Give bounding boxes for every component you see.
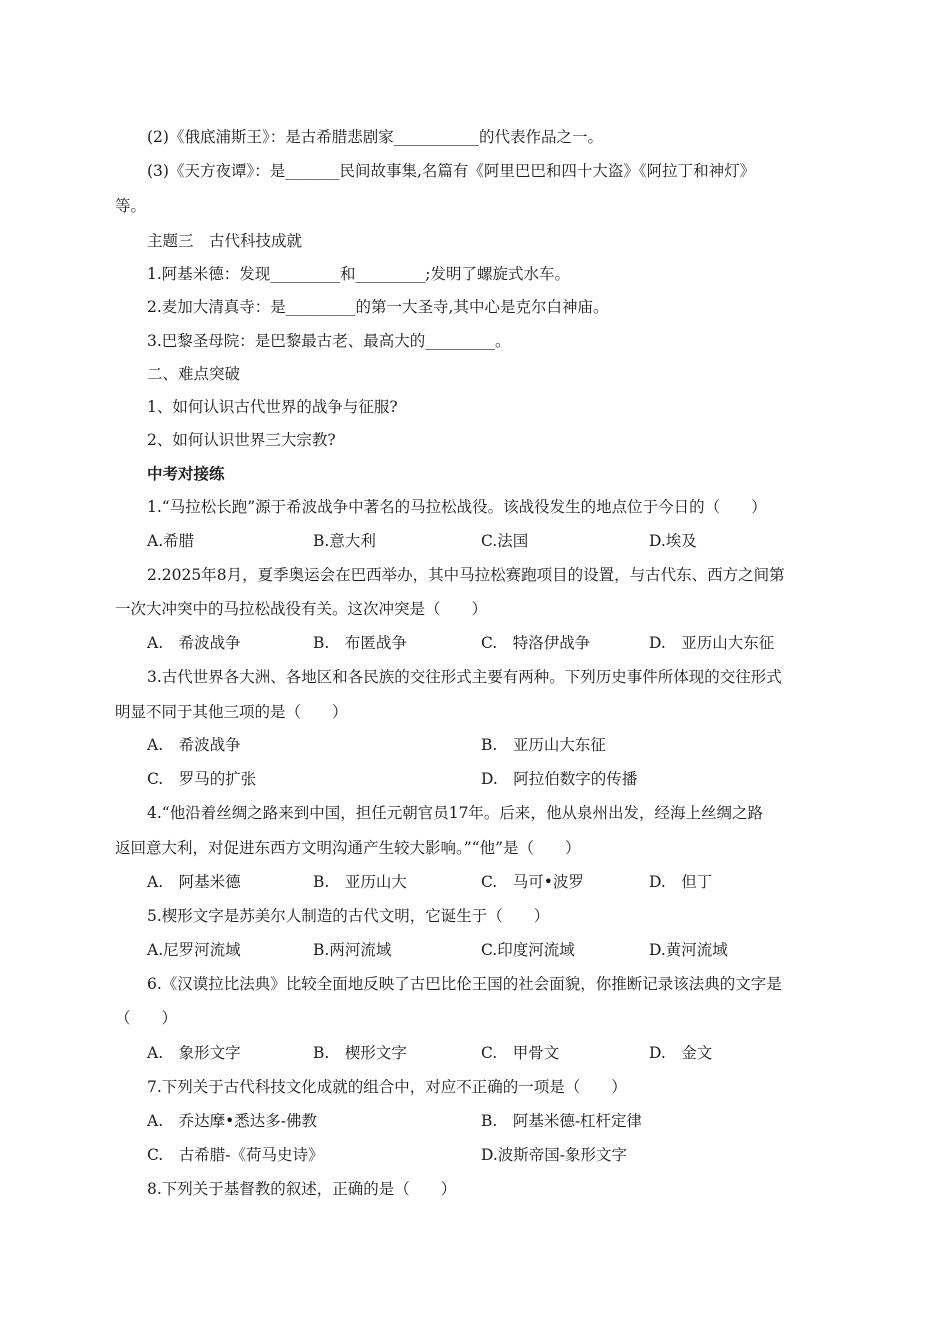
question-stem: 2.2025年8月，夏季奥运会在巴西举办，其中马拉松赛跑项目的设置，与古代东、西方之间第: [147, 566, 785, 584]
option: C.印度河流域: [481, 941, 575, 959]
question-stem: 1.“马拉松长跑”源于希波战争中著名的马拉松战役。该战役发生的地点位于今日的（ ）: [147, 498, 767, 516]
option: A. 乔达摩•悉达多-佛教: [147, 1112, 318, 1130]
option: B. 阿基米德-杠杆定律: [481, 1112, 643, 1130]
option: C.法国: [481, 532, 529, 550]
option: D.埃及: [649, 532, 697, 550]
option: A. 希波战争: [147, 736, 241, 754]
option: C. 特洛伊战争: [481, 634, 591, 652]
option: A. 象形文字: [147, 1044, 241, 1062]
text-line: 3.巴黎圣母院：是巴黎最古老、最高大的_________。: [147, 332, 511, 350]
option: B. 布匿战争: [313, 634, 407, 652]
text-line: 等。: [115, 197, 147, 215]
text-line: (2)《俄底浦斯王》：是古希腊悲剧家___________的代表作品之一。: [147, 128, 603, 146]
option: B. 亚历山大东征: [481, 736, 606, 754]
question-stem: 明显不同于其他三项的是（ ）: [115, 703, 348, 721]
option: D. 金文: [649, 1044, 713, 1062]
option: C. 古希腊-《荷马史诗》: [147, 1146, 324, 1164]
text-line: (3)《天方夜谭》：是_______民间故事集,名篇有《阿里巴巴和四十大盗》《阿拉丁和神灯》: [147, 162, 756, 180]
question-stem: 8.下列关于基督教的叙述，正确的是（ ）: [147, 1180, 457, 1198]
question-stem: 一次大冲突中的马拉松战役有关。这次冲突是（ ）: [115, 600, 488, 618]
option: C. 马可•波罗: [481, 873, 584, 891]
option: A. 希波战争: [147, 634, 241, 652]
option: D. 亚历山大东征: [649, 634, 775, 652]
question-stem: 4.“他沿着丝绸之路来到中国，担任元朝官员17年。后来，他从泉州出发，经海上丝绸之路: [147, 804, 763, 822]
text-line: 1.阿基米德：发现_________和_________;发明了螺旋式水车。: [147, 265, 571, 283]
option: D.波斯帝国-象形文字: [481, 1146, 628, 1164]
option: B.两河流域: [313, 941, 392, 959]
section-heading: 主题三 古代科技成就: [147, 232, 303, 250]
text-line: 1、如何认识古代世界的战争与征服?: [147, 398, 398, 416]
text-line: 2.麦加大清真寺：是_________的第一大圣寺,其中心是克尔白神庙。: [147, 298, 609, 316]
option: A. 阿基米德: [147, 873, 241, 891]
option: D. 阿拉伯数字的传播: [481, 770, 638, 788]
option: C. 罗马的扩张: [147, 770, 257, 788]
option: A.尼罗河流域: [147, 941, 241, 959]
section-heading: 二、难点突破: [147, 365, 241, 383]
option: C. 甲骨文: [481, 1044, 560, 1062]
text-line: 2、如何认识世界三大宗教?: [147, 431, 336, 449]
question-stem: 5.楔形文字是苏美尔人制造的古代文明，它诞生于（ ）: [147, 907, 550, 925]
question-stem: （ ）: [115, 1009, 178, 1027]
option: D. 但丁: [649, 873, 713, 891]
section-heading: 中考对接练: [147, 464, 225, 483]
option: A.希腊: [147, 532, 195, 550]
option: B. 楔形文字: [313, 1044, 407, 1062]
option: B. 亚历山大: [313, 873, 407, 891]
option: B.意大利: [313, 532, 376, 550]
question-stem: 6.《汉谟拉比法典》比较全面地反映了古巴比伦王国的社会面貌，你推断记录该法典的文字是: [147, 975, 782, 993]
question-stem: 7.下列关于古代科技文化成就的组合中，对应不正确的一项是（ ）: [147, 1078, 627, 1096]
question-stem: 3.古代世界各大洲、各地区和各民族的交往形式主要有两种。下列历史事件所体现的交往形式: [147, 668, 782, 686]
option: D.黄河流域: [649, 941, 728, 959]
question-stem: 返回意大利，对促进东西方文明沟通产生较大影响。”“他”是（ ）: [115, 839, 581, 857]
